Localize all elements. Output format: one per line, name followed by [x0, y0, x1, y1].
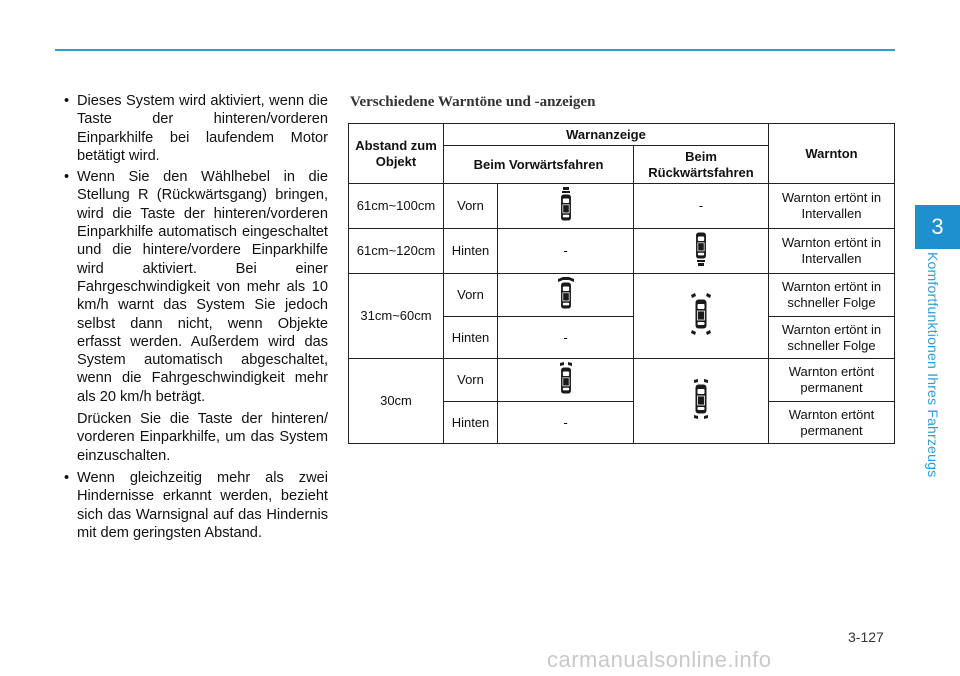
position-cell: Hinten: [444, 402, 498, 444]
watermark: carmanualsonline.info: [547, 647, 772, 672]
forward-cell: [498, 359, 634, 402]
reverse-cell: [634, 359, 769, 444]
car-all-sensors-icon: [686, 291, 716, 337]
position-cell: Hinten: [444, 229, 498, 274]
table-row: [349, 359, 895, 402]
tone-cell: Warnton ertönt in Intervallen: [769, 184, 895, 229]
tone-cell: Warnton ertönt in Intervallen: [769, 229, 895, 274]
warning-table: [348, 123, 895, 444]
reverse-cell: [634, 229, 769, 274]
header-reverse: Beim Rückwärtsfahren: [634, 146, 769, 184]
reverse-cell: -: [634, 184, 769, 229]
forward-cell: [498, 184, 634, 229]
car-rear-sensor-icon: [689, 231, 713, 267]
forward-cell: [498, 274, 634, 317]
car-front-sensor-icon: [554, 186, 578, 222]
chapter-number-tab: [915, 205, 960, 249]
position-cell: Vorn: [444, 274, 498, 317]
tone-cell: Warnton ertönt permanent: [769, 402, 895, 444]
distance-cell: 61cm~120cm: [349, 229, 444, 274]
chapter-title: Komfortfunktionen Ihres Fahrzeugs: [925, 252, 941, 478]
table-row: [349, 184, 895, 229]
forward-cell: -: [498, 317, 634, 359]
header-distance: Abstand zum Objekt: [349, 124, 444, 184]
header-forward: Beim Vorwärtsfahren: [444, 146, 634, 184]
table-row: [349, 229, 895, 274]
distance-cell: 61cm~100cm: [349, 184, 444, 229]
table-row: [349, 274, 895, 317]
position-cell: Hinten: [444, 317, 498, 359]
header-indicator: Warnanzeige: [444, 124, 769, 146]
header-rule: [55, 49, 895, 51]
body-text-column: [62, 92, 328, 545]
car-all-sensors-permanent-icon: [688, 377, 714, 421]
tone-cell: Warnton ertönt permanent: [769, 359, 895, 402]
paragraph-press-button: Drücken Sie die Taste der hinteren/ vorderen Einparkhilfe, um das System einzuschalten.: [77, 411, 328, 464]
bullet-reverse-gear: • Wenn Sie den Wählhebel in die Stellung R (Rückwärtsgang) bringen, wird die Taste der hinteren/vorderen Einparkhilfe automatisch eingeschaltet und die hintere/vordere Einparkhilfe wird aktiviert. Bei einer Fahrgeschwindigkeit von mehr als 10 km/h warnt das System Sie jedoch selbst dann nicht, wenn Objekte erfasst werden. Außerdem wird das System automatisch abgeschaltet, wenn die Fahrgeschwindigkeit mehr als 20 km/h beträgt.: [62, 168, 328, 406]
forward-cell: -: [498, 402, 634, 444]
bullet-multiple-obstacles: • Wenn gleichzeitig mehr als zwei Hindernisse erkannt werden, bezieht sich das Warnsignal auf das Hindernis mit dem geringsten Abstand.: [62, 469, 328, 542]
reverse-cell: [634, 274, 769, 359]
tone-cell: Warnton ertönt in schneller Folge: [769, 317, 895, 359]
distance-cell: 31cm~60cm: [349, 274, 444, 359]
chapter-number: 3: [931, 214, 944, 239]
position-cell: Vorn: [444, 184, 498, 229]
forward-cell: -: [498, 229, 634, 274]
distance-cell: 30cm: [349, 359, 444, 444]
car-front-close-icon: [552, 276, 580, 310]
car-front-permanent-icon: [554, 361, 578, 395]
header-tone: Warnton: [769, 124, 895, 184]
position-cell: Vorn: [444, 359, 498, 402]
tone-cell: Warnton ertönt in schneller Folge: [769, 274, 895, 317]
bullet-activation: • Dieses System wird aktiviert, wenn die Taste der hinteren/vorderen Einparkhilfe bei laufendem Motor betätigt wird.: [62, 92, 328, 165]
section-title: Verschiedene Warntöne und -anzeigen: [350, 94, 596, 110]
page-number: 3-127: [848, 629, 884, 645]
